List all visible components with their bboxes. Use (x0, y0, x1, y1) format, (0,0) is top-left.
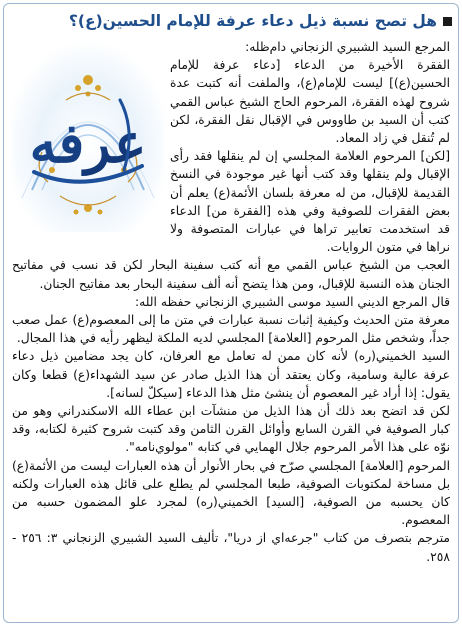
artwork-word: عرفه (29, 111, 147, 175)
title-bullet-icon (443, 17, 452, 26)
paragraph-5: قال المرجع الديني السيد موسى الشبيري الزنجاني حفظه الله: (135, 294, 450, 309)
paragraph-1: المرجع السيد الشبيري الزنجاني دام‌ظله: (245, 40, 450, 54)
paragraph-9: المرحوم [العلامة] المجلسي صرّح في بحار الأنوار أن هذه العبارات ليست من الأئمة(ع) بل مساخة لمكتوبات الصوفية، طبعا المجلسي لم يطلع على قائل هذه العبارات ولكنه كان يحسبه من الصوفية، [السيد] الخميني(ره) لمجرد علو المضمون حسبه من المعصوم. (12, 458, 450, 528)
paragraph-7: السيد الخميني(ره) لأنه كان ممن له تعامل مع العرفان، كان يجد مضامين ذيل دعاء عرفة عالية وسامية، وكان يعتقد أن هذا الذيل صادر عن سيد الشهداء(ع) قطعا وكان يقول: إذا أراد غير المعصوم أن ينشئ مثل هذا الدعاء [سيكلّ لسانه]. (12, 349, 450, 400)
article-title: هل تصح نسبة ذيل دعاء عرفة للإمام الحسين(ع)؟ (68, 12, 437, 30)
article-header (10, 8, 452, 34)
paragraph-6: معرفة متن الحديث وكيفية إثبات نسبة عبارات في متن ما إلى المعصوم(ع) عمل صعب جداً، وشخص مثل المرحوم [العلامة] المجلسي لديه الملكة ليظهر رأيه في هذا المجال. (12, 313, 450, 346)
paragraph-4: العجب من الشيخ عباس القمي مع أنه كتب سفينة البحار لكن قد نسب في مفاتيح الجنان هذه النسبة للإقبال، ومن هذا يتضح أنه ألف سفينة البحار بعد مفاتيح الجنان. (12, 258, 450, 291)
article-body (12, 38, 450, 618)
paragraph-2: الفقرة الأخيرة من الدعاء [دعاء عرفة للإمام الحسين(ع)] ليست للإمام(ع)، والملفت أنه كتبت عدة شروح لهذه الفقرة، المرحوم الحاج الشيخ عباس القمي كتب أن السيد بن طاووس في الإقبال نقل الفقرة، لكن لم تُنقل في زاد المعاد. (170, 58, 450, 146)
article-frame (3, 3, 459, 623)
arafah-calligraphy-artwork (12, 40, 164, 232)
paragraph-8: لكن قد اتضح بعد ذلك أن هذا الذيل من منشآت ابن عطاء الله الاسكندراني وهو من كبار الصوفية في القرن السابع وأوائل القرن الثامن وقد كتبت شروح كثيرة لكتابه، وقد نوّه على هذا الأمر المرحوم جلال الهمايي في كتابه "مولوي‌نامه". (12, 404, 450, 455)
source-citation: مترجم بتصرف من كتاب "جرعه‌اي از دريا"، تأليف السيد الشبيري الزنجاني ٣: ٢٥٦ - ٢٥٨. (12, 531, 450, 564)
paragraph-3: [لكن] المرحوم العلامة المجلسي إن لم ينقلها فقد رأى الإقبال ولم ينقلها وقد كتب أنها غير موجودة في النسخ القديمة للإقبال، من له معرفة بلسان الأئمة(ع) يعلم أن بعض الفقرات للصوفية وفي هذه [الفقرة من] الدعاء قد استخدمت تعابير تراها في عبارات المتصوفة ولا نراها في متون الروايات. (170, 149, 450, 255)
